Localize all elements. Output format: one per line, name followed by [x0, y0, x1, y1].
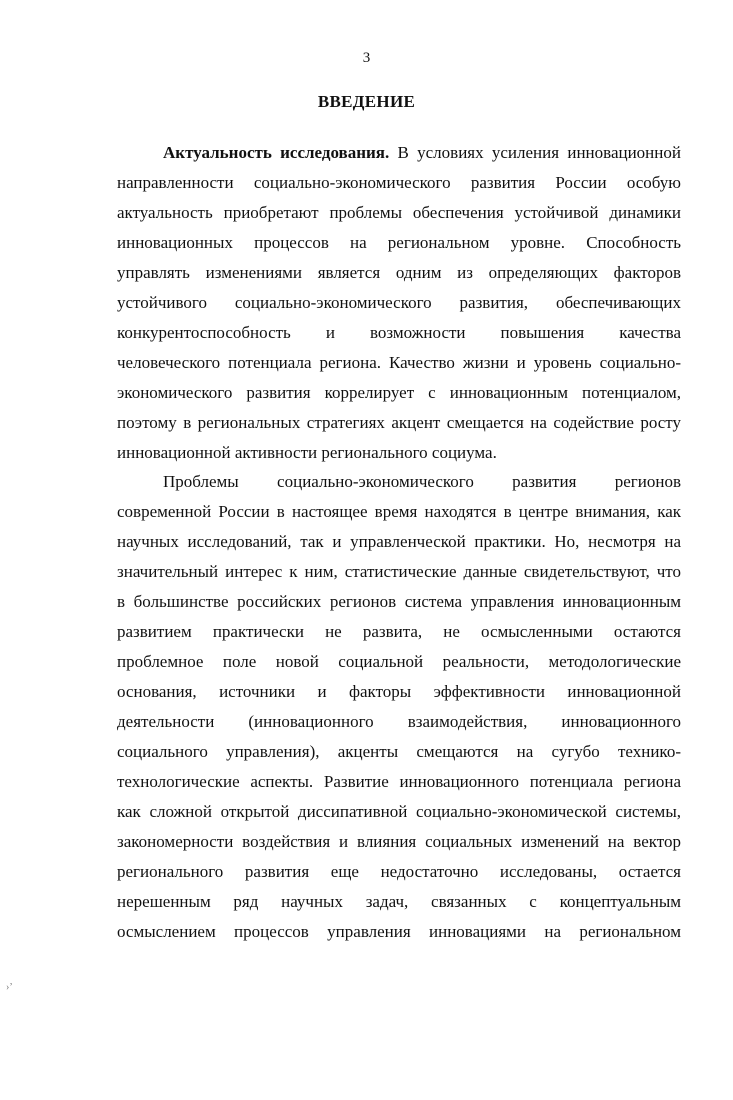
paragraph-line	[117, 138, 681, 168]
paragraph-line: направленности социально-экономического развития России особую	[117, 173, 681, 192]
paragraph-line: закономерности воздействия и влияния социальных изменений на вектор	[117, 832, 681, 851]
paragraph-line: человеческого потенциала региона. Качество жизни и уровень социально-	[117, 353, 681, 372]
paragraph-line: научных исследований, так и управленческой практики. Но, несмотря на	[117, 532, 681, 551]
page-number: 3	[362, 50, 371, 66]
paragraph-line: инновационной активности регионального социума.	[117, 443, 497, 462]
paragraph-line: современной России в настоящее время находятся в центре внимания, как	[117, 502, 681, 521]
paragraph-line: развитием практически не развита, не осмысленными остаются	[117, 622, 681, 641]
paragraph-line: в большинстве российских регионов система управления инновационным	[117, 592, 681, 611]
paragraph-line: устойчивого социально-экономического развития, обеспечивающих	[117, 293, 681, 312]
scan-margin-mark: ›’	[6, 982, 13, 993]
paragraph-line: актуальность приобретают проблемы обеспечения устойчивой динамики	[117, 203, 681, 222]
paragraph-line: управлять изменениями является одним из определяющих факторов	[117, 263, 681, 282]
paragraph-problems	[117, 467, 681, 947]
lead-phrase: Актуальность исследования.	[163, 143, 390, 162]
paragraph-line: социального управления), акценты смещаются на сугубо технико-	[117, 742, 681, 761]
paragraph-line: поэтому в региональных стратегиях акцент смещается на содействие росту	[117, 413, 681, 432]
paragraph-line: основания, источники и факторы эффективности инновационной	[117, 682, 681, 701]
paragraph-relevance	[117, 138, 681, 468]
paragraph-line: инновационных процессов на региональном уровне. Способность	[117, 233, 681, 252]
paragraph-line: значительный интерес к ним, статистические данные свидетельствуют, что	[117, 562, 681, 581]
paragraph-line: осмыслением процессов управления инновациями на региональном	[117, 922, 681, 941]
paragraph-line: конкурентоспособность и возможности повышения качества	[117, 323, 681, 342]
paragraph-line: технологические аспекты. Развитие инновационного потенциала региона	[117, 772, 681, 791]
paragraph-line: деятельности (инновационного взаимодействия, инновационного	[117, 712, 681, 731]
paragraph-line: проблемное поле новой социальной реальности, методологические	[117, 652, 681, 671]
section-heading: ВВЕДЕНИЕ	[317, 92, 416, 111]
paragraph-line: нерешенным ряд научных задач, связанных с концептуальным	[117, 892, 681, 911]
paragraph-line: регионального развития еще недостаточно исследованы, остается	[117, 862, 681, 881]
paragraph-line: Проблемы социально-экономического развития регионов	[163, 472, 681, 491]
paragraph-line: экономического развития коррелирует с инновационным потенциалом,	[117, 383, 681, 402]
paragraph-line: как сложной открытой диссипативной социально-экономической системы,	[117, 802, 681, 821]
line-text: В условиях усиления инновационной	[389, 143, 681, 162]
